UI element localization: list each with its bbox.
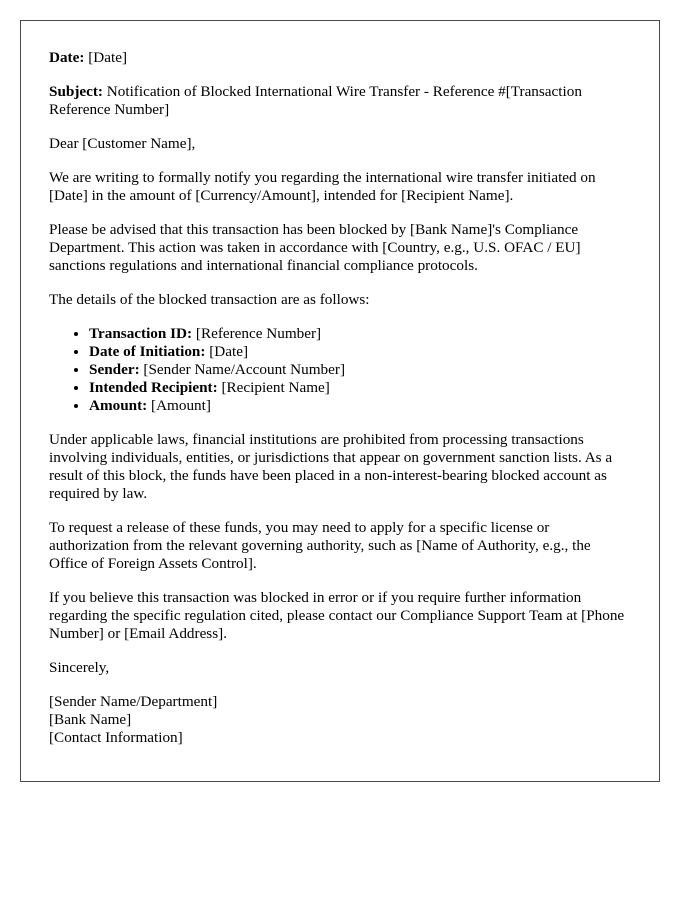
paragraph-legal: Under applicable laws, financial institutions are prohibited from processing transactions involving individuals, entities, or jurisdictions that appear on government sanction lists. As a result of this block, the funds have been placed in a non-interest-bearing blocked account as required by law. <box>49 431 613 502</box>
signature-bank: [Bank Name] <box>49 711 132 728</box>
detail-value: [Recipient Name] <box>221 379 330 396</box>
subject-line <box>49 83 631 119</box>
detail-label: Sender: <box>89 361 140 378</box>
signature-sender: [Sender Name/Department] <box>49 693 218 710</box>
detail-value: [Amount] <box>151 397 211 414</box>
list-item-sender <box>89 361 631 379</box>
detail-label: Transaction ID: <box>89 325 193 342</box>
detail-value: [Sender Name/Account Number] <box>143 361 346 378</box>
paragraph-blocked: Please be advised that this transaction has been blocked by [Bank Name]'s Compliance Department. This action was taken in accordance with [Country, e.g., U.S. OFAC / EU] sanctions regulations and international financial compliance protocols. <box>49 221 581 274</box>
list-item-date-of-initiation <box>89 343 631 361</box>
paragraph-notification: We are writing to formally notify you regarding the international wire transfer initiated on [Date] in the amount of [Currency/Amount], intended for [Recipient Name]. <box>49 169 596 204</box>
salutation: Dear [Customer Name], <box>49 135 196 152</box>
signature-contact: [Contact Information] <box>49 729 183 746</box>
date-line <box>49 49 631 67</box>
detail-label: Date of Initiation: <box>89 343 206 360</box>
paragraph-release: To request a release of these funds, you may need to apply for a specific license or authorization from the relevant governing authority, such as [Name of Authority, e.g., the Office of Foreign Assets Control]. <box>49 519 591 572</box>
list-item-intended-recipient <box>89 379 631 397</box>
details-list <box>49 325 631 415</box>
date-value: [Date] <box>88 49 128 66</box>
details-intro: The details of the blocked transaction are as follows: <box>49 291 370 308</box>
subject-label: Subject: <box>49 83 103 100</box>
letter-document <box>20 20 660 782</box>
paragraph-contact: If you believe this transaction was blocked in error or if you require further information regarding the specific regulation cited, please contact our Compliance Support Team at [Phone Number] or [Email Address]. <box>49 589 625 642</box>
signature-block <box>49 693 631 747</box>
date-label: Date: <box>49 49 85 66</box>
detail-value: [Date] <box>209 343 249 360</box>
list-item-amount <box>89 397 631 415</box>
detail-label: Intended Recipient: <box>89 379 218 396</box>
detail-value: [Reference Number] <box>195 325 322 342</box>
detail-label: Amount: <box>89 397 148 414</box>
closing: Sincerely, <box>49 659 110 676</box>
subject-value: Notification of Blocked International Wire Transfer - Reference #[Transaction Reference Number] <box>49 83 582 118</box>
list-item-transaction-id <box>89 325 631 343</box>
